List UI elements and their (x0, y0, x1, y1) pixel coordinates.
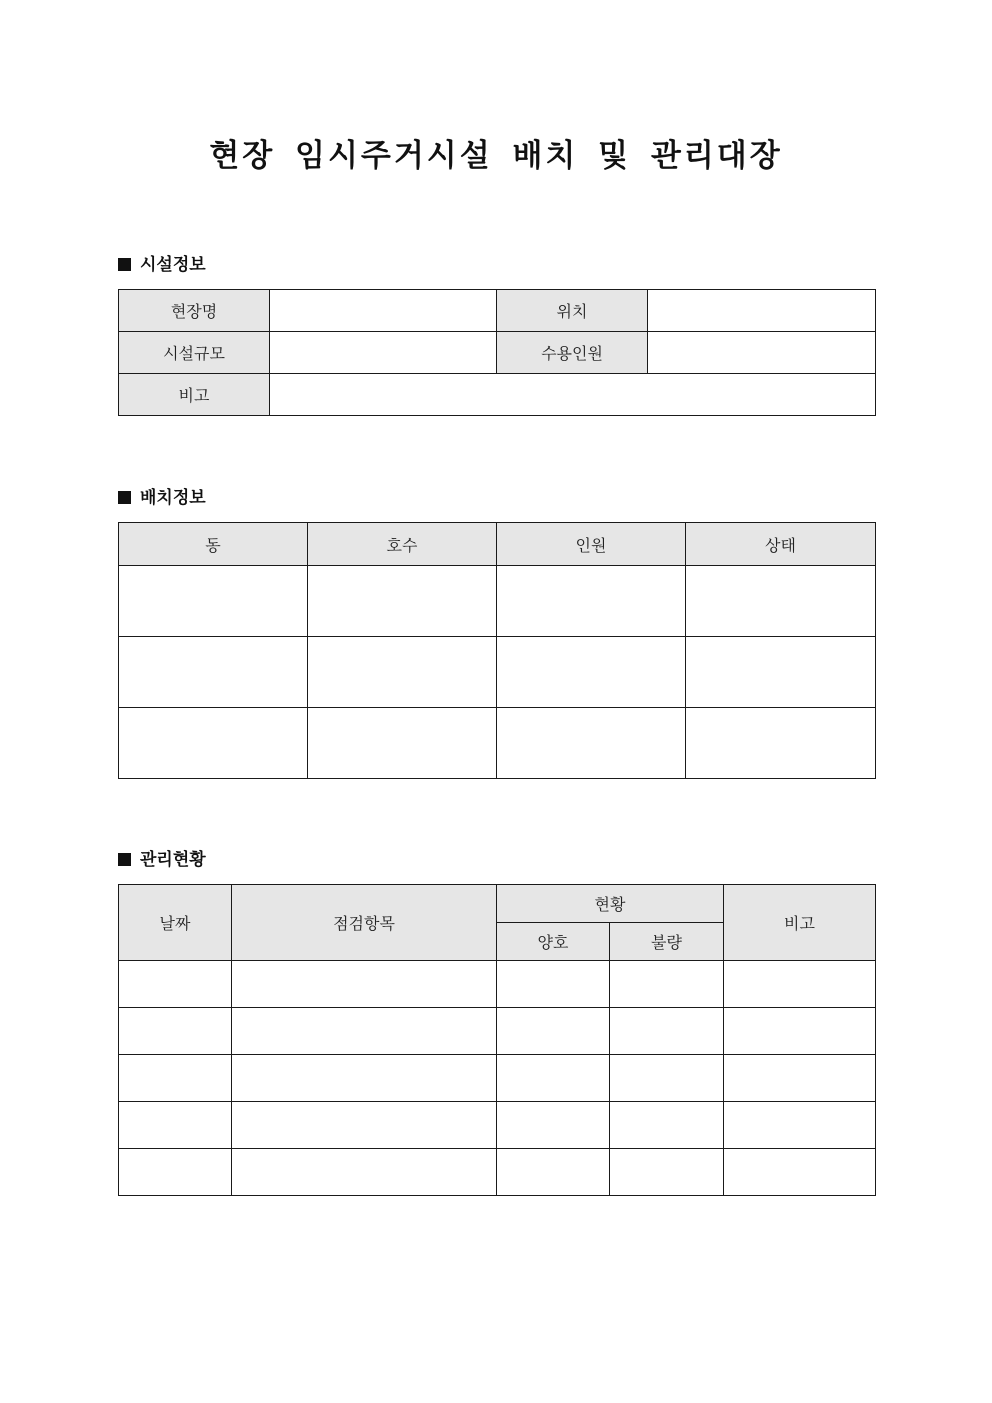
table-cell[interactable] (497, 708, 686, 779)
table-cell[interactable] (119, 1149, 232, 1196)
square-bullet-icon (118, 491, 131, 504)
management-status-table (118, 884, 876, 1196)
table-cell[interactable] (308, 708, 497, 779)
layout-info-table (118, 522, 876, 779)
column-header-remarks: 비고 (724, 885, 876, 961)
section-heading-label: 배치정보 (140, 488, 206, 508)
table-cell[interactable] (308, 637, 497, 708)
document-title: 현장 임시주거시설 배치 및 관리대장 (209, 138, 783, 174)
label-site-name: 현장명 (119, 290, 270, 332)
square-bullet-icon (118, 853, 131, 866)
table-cell[interactable] (119, 708, 308, 779)
column-header-status: 현황 (497, 885, 724, 923)
table-cell[interactable] (610, 1055, 724, 1102)
table-row (119, 1055, 876, 1102)
table-cell[interactable] (724, 961, 876, 1008)
table-cell[interactable] (686, 566, 876, 637)
label-location: 위치 (497, 290, 648, 332)
column-header-status: 상태 (686, 523, 876, 566)
table-cell[interactable] (232, 1102, 497, 1149)
column-header-good: 양호 (497, 923, 610, 961)
table-cell[interactable] (724, 1008, 876, 1055)
table-cell[interactable] (119, 637, 308, 708)
table-cell[interactable] (232, 1055, 497, 1102)
table-cell[interactable] (610, 1008, 724, 1055)
table-row (119, 566, 876, 637)
table-cell[interactable] (497, 1102, 610, 1149)
table-cell[interactable] (119, 1055, 232, 1102)
section-heading-label: 관리현황 (140, 850, 206, 870)
remarks-field[interactable] (270, 374, 876, 416)
table-cell[interactable] (308, 566, 497, 637)
table-row (119, 1102, 876, 1149)
section-heading-label: 시설정보 (140, 255, 206, 275)
table-cell[interactable] (232, 1008, 497, 1055)
table-cell[interactable] (686, 708, 876, 779)
table-cell[interactable] (724, 1149, 876, 1196)
column-header-building: 동 (119, 523, 308, 566)
section-heading-facility-info (118, 253, 206, 277)
table-row (119, 637, 876, 708)
table-cell[interactable] (232, 961, 497, 1008)
column-header-occupants: 인원 (497, 523, 686, 566)
table-row (119, 1008, 876, 1055)
section-heading-layout-info (118, 486, 206, 510)
table-cell[interactable] (610, 1102, 724, 1149)
column-header-inspection-item: 점검항목 (232, 885, 497, 961)
location-field[interactable] (648, 290, 876, 332)
table-cell[interactable] (724, 1055, 876, 1102)
facility-info-table (118, 289, 876, 416)
table-cell[interactable] (232, 1149, 497, 1196)
table-cell[interactable] (497, 566, 686, 637)
column-header-date: 날짜 (119, 885, 232, 961)
table-cell[interactable] (497, 1149, 610, 1196)
capacity-field[interactable] (648, 332, 876, 374)
table-cell[interactable] (686, 637, 876, 708)
column-header-unit-number: 호수 (308, 523, 497, 566)
table-cell[interactable] (724, 1102, 876, 1149)
table-cell[interactable] (497, 1055, 610, 1102)
table-row (119, 961, 876, 1008)
label-facility-scale: 시설규모 (119, 332, 270, 374)
table-row (119, 708, 876, 779)
section-heading-management-status (118, 848, 206, 872)
table-cell[interactable] (119, 961, 232, 1008)
label-capacity: 수용인원 (497, 332, 648, 374)
square-bullet-icon (118, 258, 131, 271)
table-row (119, 1149, 876, 1196)
table-cell[interactable] (119, 1102, 232, 1149)
table-cell[interactable] (497, 637, 686, 708)
facility-scale-field[interactable] (270, 332, 497, 374)
table-cell[interactable] (497, 1008, 610, 1055)
table-header-row (119, 523, 876, 566)
table-cell[interactable] (119, 566, 308, 637)
table-header-row (119, 885, 876, 923)
table-cell[interactable] (497, 961, 610, 1008)
table-cell[interactable] (610, 961, 724, 1008)
table-cell[interactable] (610, 1149, 724, 1196)
site-name-field[interactable] (270, 290, 497, 332)
column-header-poor: 불량 (610, 923, 724, 961)
table-cell[interactable] (119, 1008, 232, 1055)
label-remarks: 비고 (119, 374, 270, 416)
